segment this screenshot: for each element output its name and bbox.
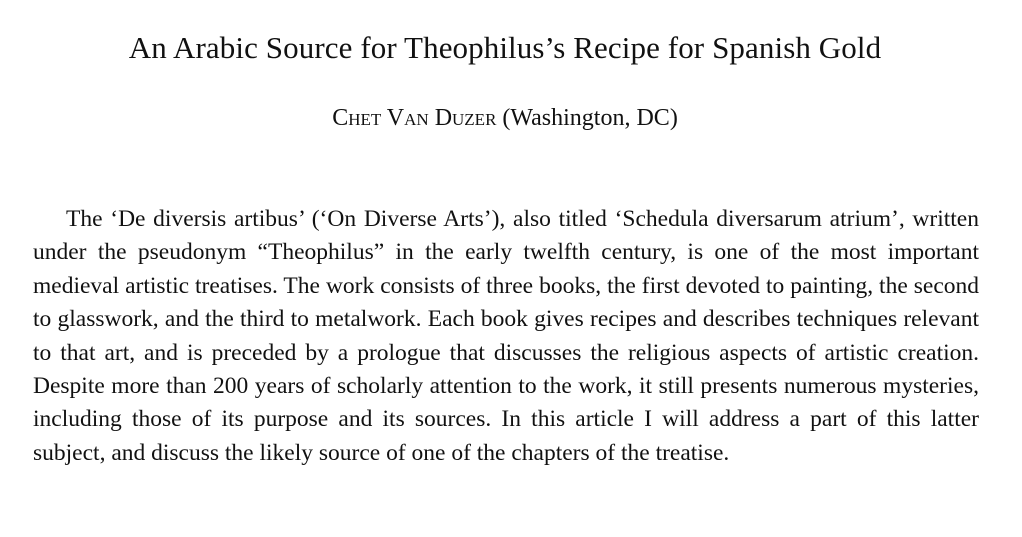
author-line: [0, 102, 1010, 134]
author-name: Chet Van Duzer: [332, 105, 497, 131]
author-affiliation: (Washington, DC): [502, 105, 678, 131]
body-paragraph: The ‘De diversis artibus’ (‘On Diverse Arts’), also titled ‘Schedula diversarum atrium’, written under the pseudonym “Theophilus” in the early twelfth century, is one of the most important medieval artistic treatises. The work consists of three books, the first devoted to painting, the second to glasswork, and the third to metalwork. Each book gives recipes and describes techniques relevant to that art, and is preceded by a prologue that discusses the religious aspects of artistic creation. Despite more than 200 years of scholarly attention to the work, it still presents numerous mysteries, including those of its purpose and its sources. In this article I will address a part of this latter subject, and discuss the likely source of one of the chapters of the treatise.: [33, 206, 979, 466]
article-title: An Arabic Source for Theophilus’s Recipe for Spanish Gold: [128, 30, 882, 65]
